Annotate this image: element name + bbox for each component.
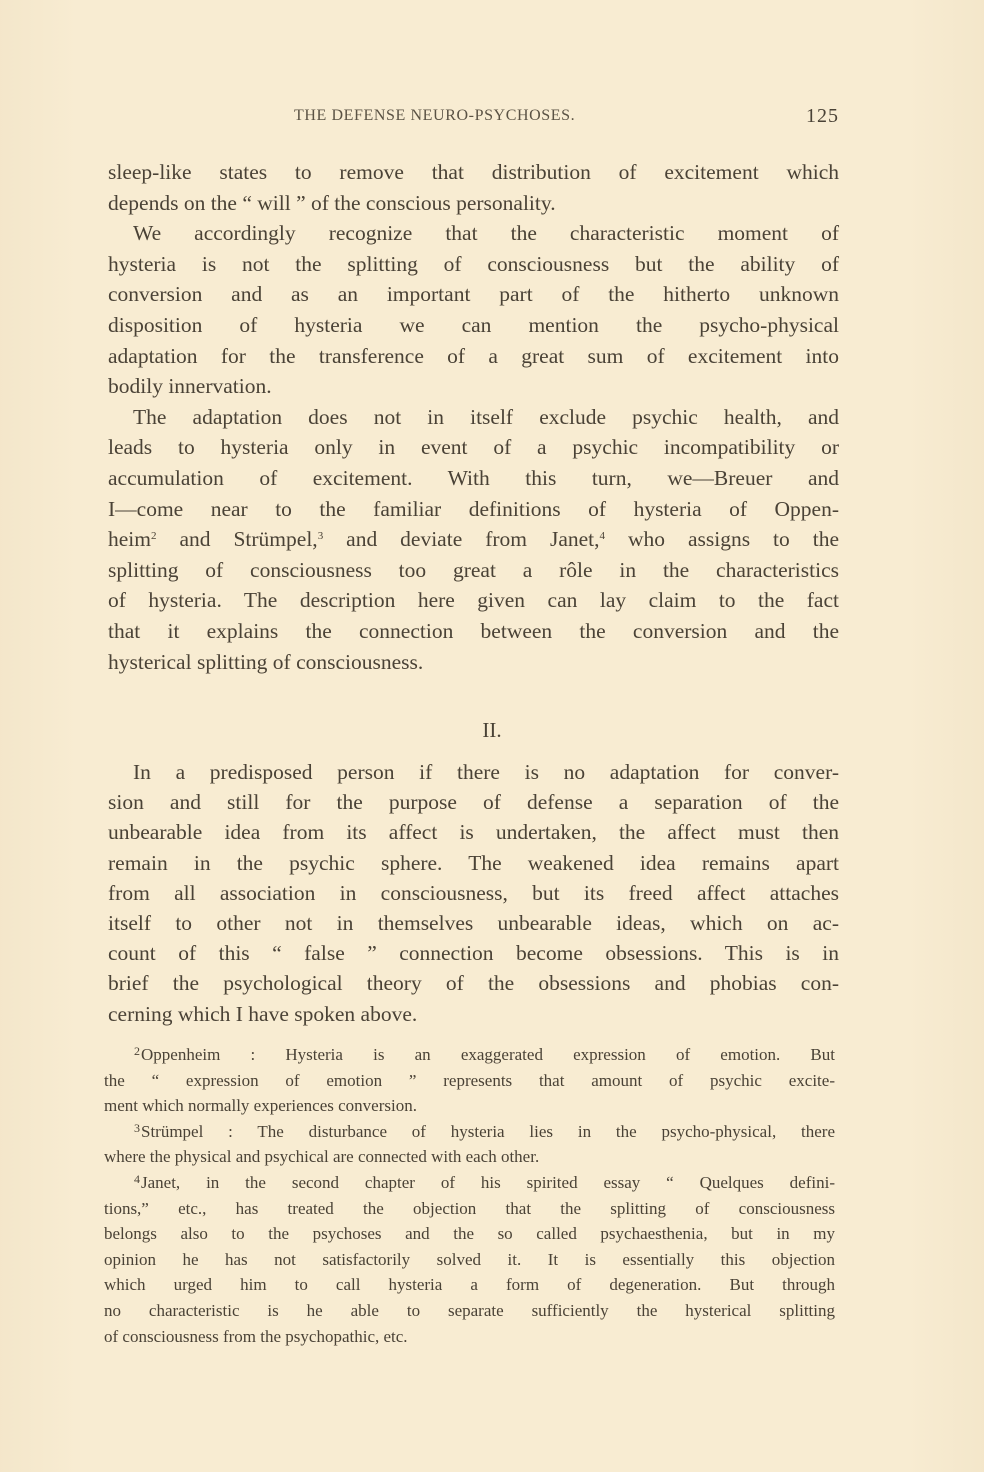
text-fragment: and deviate from Janet, (323, 527, 600, 552)
text-line: count of this “ false ” connection become obsessions. This is in (108, 941, 839, 966)
text-line: from all association in consciousness, but its freed affect attaches (108, 880, 839, 905)
text-line: In a predisposed person if there is no adaptation for conver- (133, 760, 839, 784)
text-line: hysterical splitting of consciousness. (108, 649, 424, 674)
footnote-ref-3[interactable]: 3 (317, 530, 324, 543)
footnote-3-line: where the physical and psychical are connected with each other. (104, 1147, 540, 1167)
text-fragment: who assigns to the (605, 527, 840, 552)
footnote-mark: 2 (134, 1044, 140, 1058)
footnote-2-line (104, 1042, 835, 1068)
text-line: We accordingly recognize that the characteristic moment of (133, 221, 839, 246)
text-fragment: Oppenheim : Hysteria is an exaggerated expression of emotion. But (141, 1045, 835, 1064)
text-line: hysteria is not the splitting of consciousness but the ability of (108, 251, 839, 276)
footnote-4-line: of consciousness from the psychopathic, etc. (104, 1326, 408, 1346)
footnote-4-line: no characteristic is he able to separate sufficiently the hysterical splitting (104, 1300, 835, 1320)
text-line: The adaptation does not in itself exclude psychic health, and (133, 404, 839, 429)
text-line: of hysteria. The description here given can lay claim to the fact (108, 588, 839, 613)
footnote-4-line: tions,” etc., has treated the objection that the splitting of consciousness (104, 1198, 835, 1218)
footnote-4-line (104, 1170, 835, 1196)
text-line: bodily innervation. (108, 374, 272, 399)
text-line: itself to other not in themselves unbearable ideas, which on ac- (108, 910, 839, 935)
footnote-ref-2[interactable]: 2 (151, 530, 157, 543)
running-head (108, 107, 843, 129)
text-line: sleep-like states to remove that distribution of excitement which (108, 160, 839, 184)
text-line: cerning which I have spoken above. (108, 1001, 418, 1026)
text-fragment: Strümpel : The disturbance of hysteria lies in the psycho-physical, there (141, 1121, 835, 1141)
text-line: depends on the “ will ” of the conscious personality. (108, 190, 556, 215)
text-fragment: and Strümpel, (156, 527, 318, 552)
text-line: I—come near to the familiar definitions of hysteria of Oppen- (108, 496, 839, 521)
running-head-title: THE DEFENSE NEURO-PSYCHOSES. (294, 107, 576, 124)
section-heading: II. (482, 718, 502, 742)
text-fragment: heim (108, 527, 151, 552)
footnote-2-line: ment which normally experiences conversion. (104, 1096, 417, 1116)
text-fragment: Janet, in the second chapter of his spirited essay “ Quelques defini- (141, 1172, 835, 1192)
text-line: adaptation for the transference of a great sum of excitement into (108, 343, 839, 368)
text-line: accumulation of excitement. With this turn, we—Breuer and (108, 465, 839, 490)
text-line: splitting of consciousness too great a rôle in the characteristics (108, 557, 839, 582)
section-paragraph (108, 757, 839, 1029)
body-paragraphs (108, 157, 839, 677)
footnote-mark: 3 (134, 1120, 140, 1135)
footnote-4-line: opinion he has not satisfactorily solved it. It is essentially this objection (104, 1249, 835, 1269)
text-line: unbearable idea from its affect is undertaken, the affect must then (108, 820, 839, 845)
text-line: leads to hysteria only in event of a psychic incompatibility or (108, 435, 839, 460)
page-number: 125 (806, 105, 839, 127)
text-line: remain in the psychic sphere. The weakened idea remains apart (108, 850, 839, 875)
text-line-with-footnote-refs (108, 524, 839, 555)
text-line: brief the psychological theory of the obsessions and phobias con- (108, 971, 839, 996)
footnote-3-line (104, 1119, 835, 1145)
text-line: conversion and as an important part of the hitherto unknown (108, 282, 839, 307)
text-line: sion and still for the purpose of defense a separation of the (108, 790, 839, 815)
footnotes (104, 1042, 835, 1349)
footnote-4-line: belongs also to the psychoses and the so called psychaesthenia, but in my (104, 1224, 835, 1244)
footnote-ref-4[interactable]: 4 (599, 530, 606, 543)
text-line: that it explains the connection between the conversion and the (108, 618, 839, 643)
text-line: disposition of hysteria we can mention the psycho-physical (108, 312, 839, 337)
footnote-mark: 4 (134, 1171, 140, 1186)
footnote-2-line: the “ expression of emotion ” represents that amount of psychic excite- (104, 1070, 835, 1090)
footnote-4-line: which urged him to call hysteria a form of degeneration. But through (104, 1275, 835, 1295)
